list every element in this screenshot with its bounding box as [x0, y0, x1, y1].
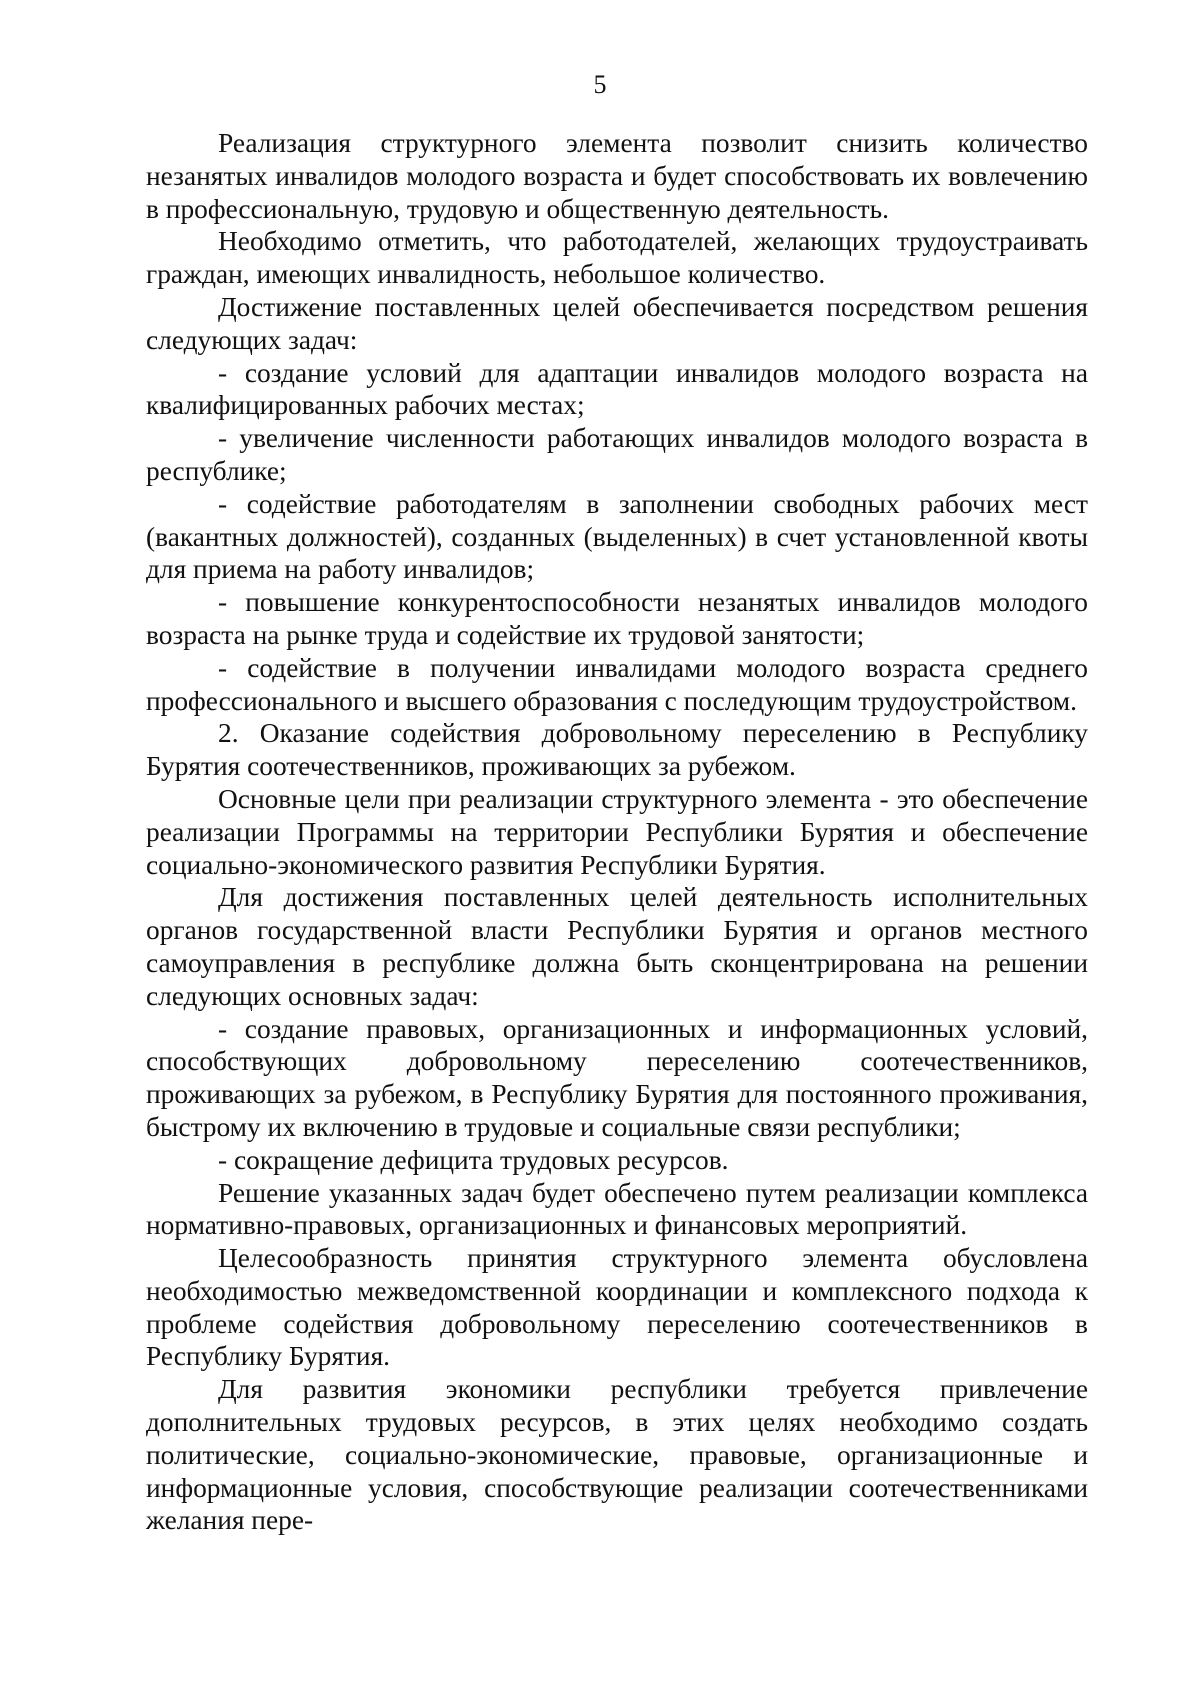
list-item: - сокращение дефицита трудовых ресурсов. — [218, 1144, 729, 1175]
list-item: - содействие в получении инвалидами молодого возраста среднего профессионального и высшего образования с последующим трудоустройством. — [146, 652, 1088, 716]
paragraph: Основные цели при реализации структурного элемента - это обеспечение реализации Программы на территории Республики Бурятия и обеспечение социально-экономического развития Республики Бурятия. — [146, 783, 1088, 880]
paragraph: Для развития экономики республики требуется привлечение дополнительных трудовых ресурсов, в этих целях необходимо создать политические, социально-экономические, правовые, организационные и информационные условия, способствующие реализации соотечественниками желания пере- — [146, 1374, 1088, 1536]
paragraph: Для достижения поставленных целей деятельность исполнительных органов государственной власти Республики Бурятия и органов местного самоуправления в республике должна быть сконцентрирована на решении следующих основных задач: — [146, 882, 1088, 1011]
body-text — [146, 127, 1088, 1537]
list-item: - создание условий для адаптации инвалидов молодого возраста на квалифицированных рабочих местах; — [146, 357, 1088, 421]
page-number: 5 — [593, 70, 607, 99]
paragraph: Реализация структурного элемента позволит снизить количество незанятых инвалидов молодого возраста и будет способствовать их вовлечению в профессиональную, трудовую и общественную деятельность. — [146, 128, 1088, 224]
list-item: - увеличение численности работающих инвалидов молодого возраста в республике; — [146, 423, 1088, 486]
list-item: - создание правовых, организационных и информационных условий, способствующих добровольному переселению соотечественников, проживающих за рубежом, в Республику Бурятия для постоянного проживания, быстрому их включению в трудовые и социальные связи республики; — [146, 1013, 1088, 1142]
paragraph: Решение указанных задач будет обеспечено путем реализации комплекса нормативно-правовых, организационных и финансовых мероприятий. — [146, 1177, 1088, 1241]
paragraph: Достижение поставленных целей обеспечивается посредством решения следующих задач: — [146, 291, 1088, 355]
paragraph: Необходимо отметить, что работодателей, желающих трудоустраивать граждан, имеющих инвалидность, небольшое количество. — [146, 226, 1088, 290]
list-item: - повышение конкурентоспособности незанятых инвалидов молодого возраста на рынке труда и содействие их трудовой занятости; — [146, 587, 1088, 650]
list-item: - содействие работодателям в заполнении свободных рабочих мест (вакантных должностей), созданных (выделенных) в счет установленной квоты для приема на работу инвалидов; — [146, 488, 1088, 585]
section-heading-paragraph: 2. Оказание содействия добровольному переселению в Республику Бурятия соотечественников, проживающих за рубежом. — [146, 718, 1088, 782]
paragraph: Целесообразность принятия структурного элемента обусловлена необходимостью межведомственной координации и комплексного подхода к проблеме содействия добровольному переселению соотечественников в Республику Бурятия. — [146, 1243, 1088, 1372]
